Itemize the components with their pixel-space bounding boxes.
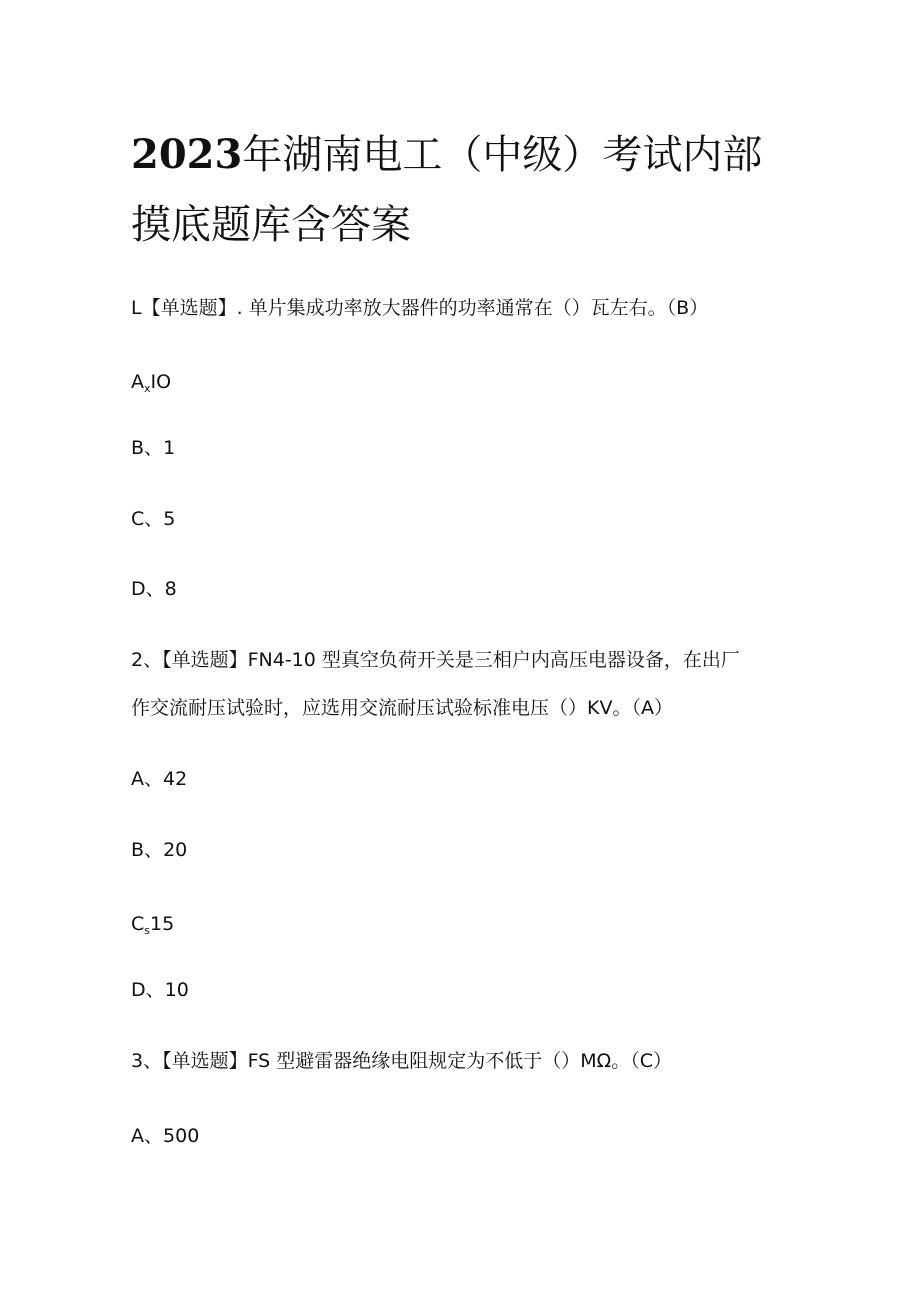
question-1-option-a: $A_xIO$ [131, 371, 172, 395]
question-2-option-b: B、20 [131, 839, 188, 861]
document-title [131, 120, 811, 260]
question-2-stem-line-2: 作交流耐压试验时，应选用交流耐压试验标准电压（）KV。（A） [131, 697, 673, 719]
question-1-option-d: D、8 [131, 578, 177, 600]
title-line-1: 年湖南电工（中级）考试内部 [242, 132, 763, 178]
question-2-option-d: D、10 [131, 979, 189, 1001]
question-1-option-c: C、5 [131, 508, 176, 530]
title-year: 2023 [131, 131, 243, 178]
question-3-stem: 3、【单选题】FS 型避雷器绝缘电阻规定为不低于（）MΩ。（C） [131, 1050, 672, 1072]
question-2-option-c: $C_s15$ [131, 913, 175, 937]
question-2-option-a: A、42 [131, 768, 188, 790]
question-1-option-b: B、1 [131, 437, 176, 459]
title-line-2: 摸底题库含答案 [131, 202, 411, 248]
question-1-stem: L【单选题】. 单片集成功率放大器件的功率通常在（）瓦左右。（B） [131, 297, 709, 319]
question-3-option-a: A、500 [131, 1125, 200, 1147]
question-2-stem-line-1: 2、【单选题】FN4-10 型真空负荷开关是三相户内高压电器设备，在出厂 [131, 649, 740, 671]
